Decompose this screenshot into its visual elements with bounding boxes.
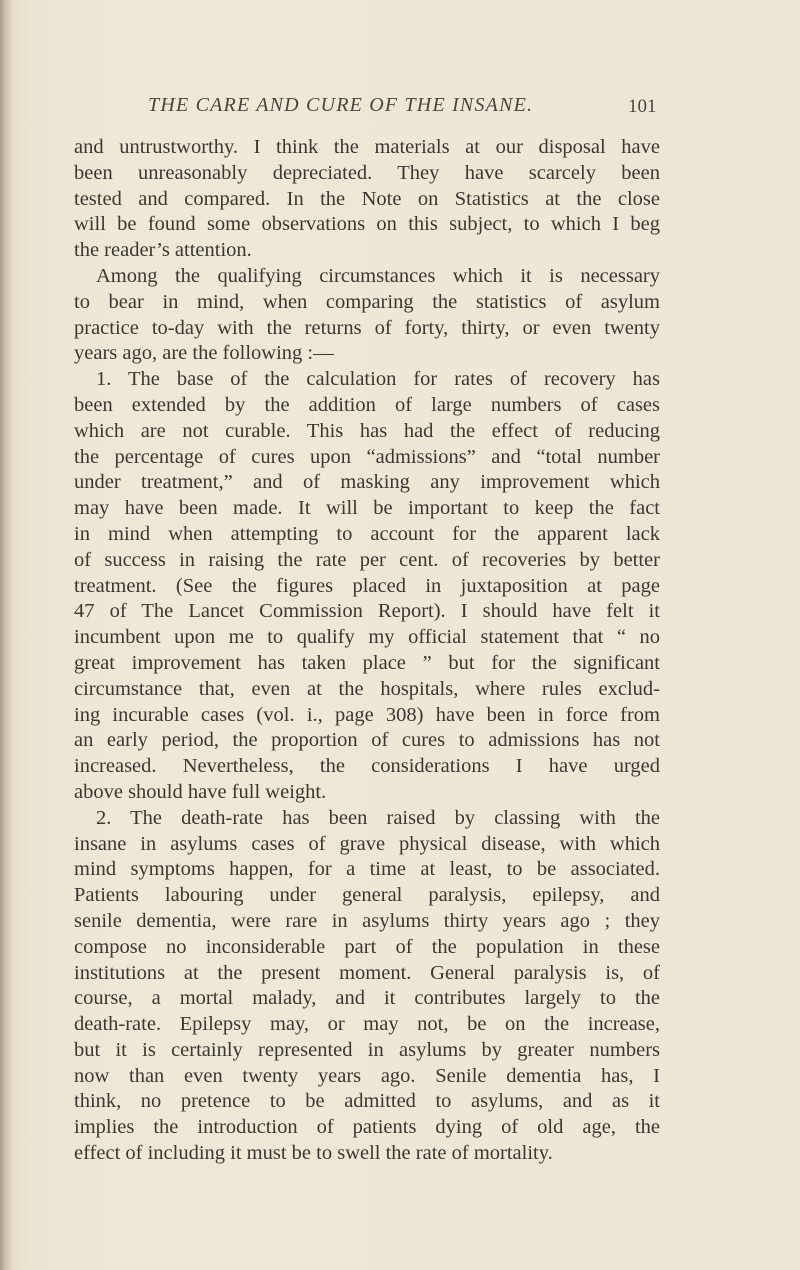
text-line: 1. The base of the calculation for rates of recovery has [96, 368, 660, 391]
running-title: THE CARE AND CURE OF THE INSANE. [148, 94, 534, 116]
text-line: implies the introduction of patients dying of old age, the [74, 1116, 660, 1139]
text-line: and untrustworthy. I think the materials at our disposal have [74, 136, 660, 158]
text-line: senile dementia, were rare in asylums thirty years ago ; they [74, 909, 660, 932]
text-line: mind symptoms happen, for a time at least, to be associated. [74, 858, 660, 881]
text-line: in mind when attempting to account for the apparent lack [74, 522, 660, 545]
page-number: 101 [628, 96, 657, 117]
text-line: Among the qualifying circumstances which it is necessary [96, 264, 660, 287]
text-line: the reader’s attention. [74, 239, 252, 262]
text-line: 2. The death-rate has been raised by classing with the [96, 806, 660, 829]
text-line: great improvement has taken place ” but for the significant [74, 651, 660, 674]
text-line: which are not curable. This has had the effect of reducing [74, 419, 660, 442]
text-line: increased. Nevertheless, the considerations I have urged [74, 755, 660, 778]
text-line: death-rate. Epilepsy may, or may not, be on the increase, [74, 1013, 660, 1036]
text-line: now than even twenty years ago. Senile dementia has, I [74, 1064, 660, 1087]
text-line: to bear in mind, when comparing the statistics of asylum [74, 290, 660, 313]
text-line: been unreasonably depreciated. They have scarcely been [74, 161, 660, 184]
text-line: may have been made. It will be important to keep the fact [74, 497, 660, 520]
text-line: effect of including it must be to swell the rate of mortality. [74, 1142, 553, 1165]
text-line: think, no pretence to be admitted to asylums, and as it [74, 1090, 660, 1113]
text-line: 47 of The Lancet Commission Report). I should have felt it [74, 600, 660, 623]
page-header [0, 94, 800, 124]
text-line: of success in raising the rate per cent. of recoveries by better [74, 548, 660, 571]
text-line: above should have full weight. [74, 780, 327, 803]
text-line: ing incurable cases (vol. i., page 308) have been in force from [74, 703, 660, 726]
text-line: treatment. (See the figures placed in juxtaposition at page [74, 574, 660, 597]
body-text [74, 135, 660, 1167]
text-line: an early period, the proportion of cures to admissions has not [74, 729, 660, 752]
text-line: circumstance that, even at the hospitals, where rules exclud- [74, 677, 660, 700]
text-line: compose no inconsiderable part of the population in these [74, 935, 660, 958]
text-line: insane in asylums cases of grave physical disease, with which [74, 832, 660, 855]
text-line: course, a mortal malady, and it contributes largely to the [74, 987, 660, 1010]
text-line: the percentage of cures upon “admissions” and “total number [74, 445, 660, 468]
text-line: Patients labouring under general paralysis, epilepsy, and [74, 884, 660, 907]
text-line: incumbent upon me to qualify my official statement that “ no [74, 626, 660, 649]
text-line: practice to-day with the returns of forty, thirty, or even twenty [74, 316, 660, 339]
text-line: been extended by the addition of large numbers of cases [74, 393, 660, 416]
text-line: but it is certainly represented in asylums by greater numbers [74, 1038, 660, 1061]
text-line: under treatment,” and of masking any improvement which [74, 471, 660, 494]
text-line: years ago, are the following :— [74, 342, 334, 365]
text-line: tested and compared. In the Note on Statistics at the close [74, 187, 660, 210]
text-line: institutions at the present moment. General paralysis is, of [74, 961, 660, 984]
text-line: will be found some observations on this subject, to which I beg [74, 213, 660, 236]
page-gutter [0, 0, 12, 1270]
